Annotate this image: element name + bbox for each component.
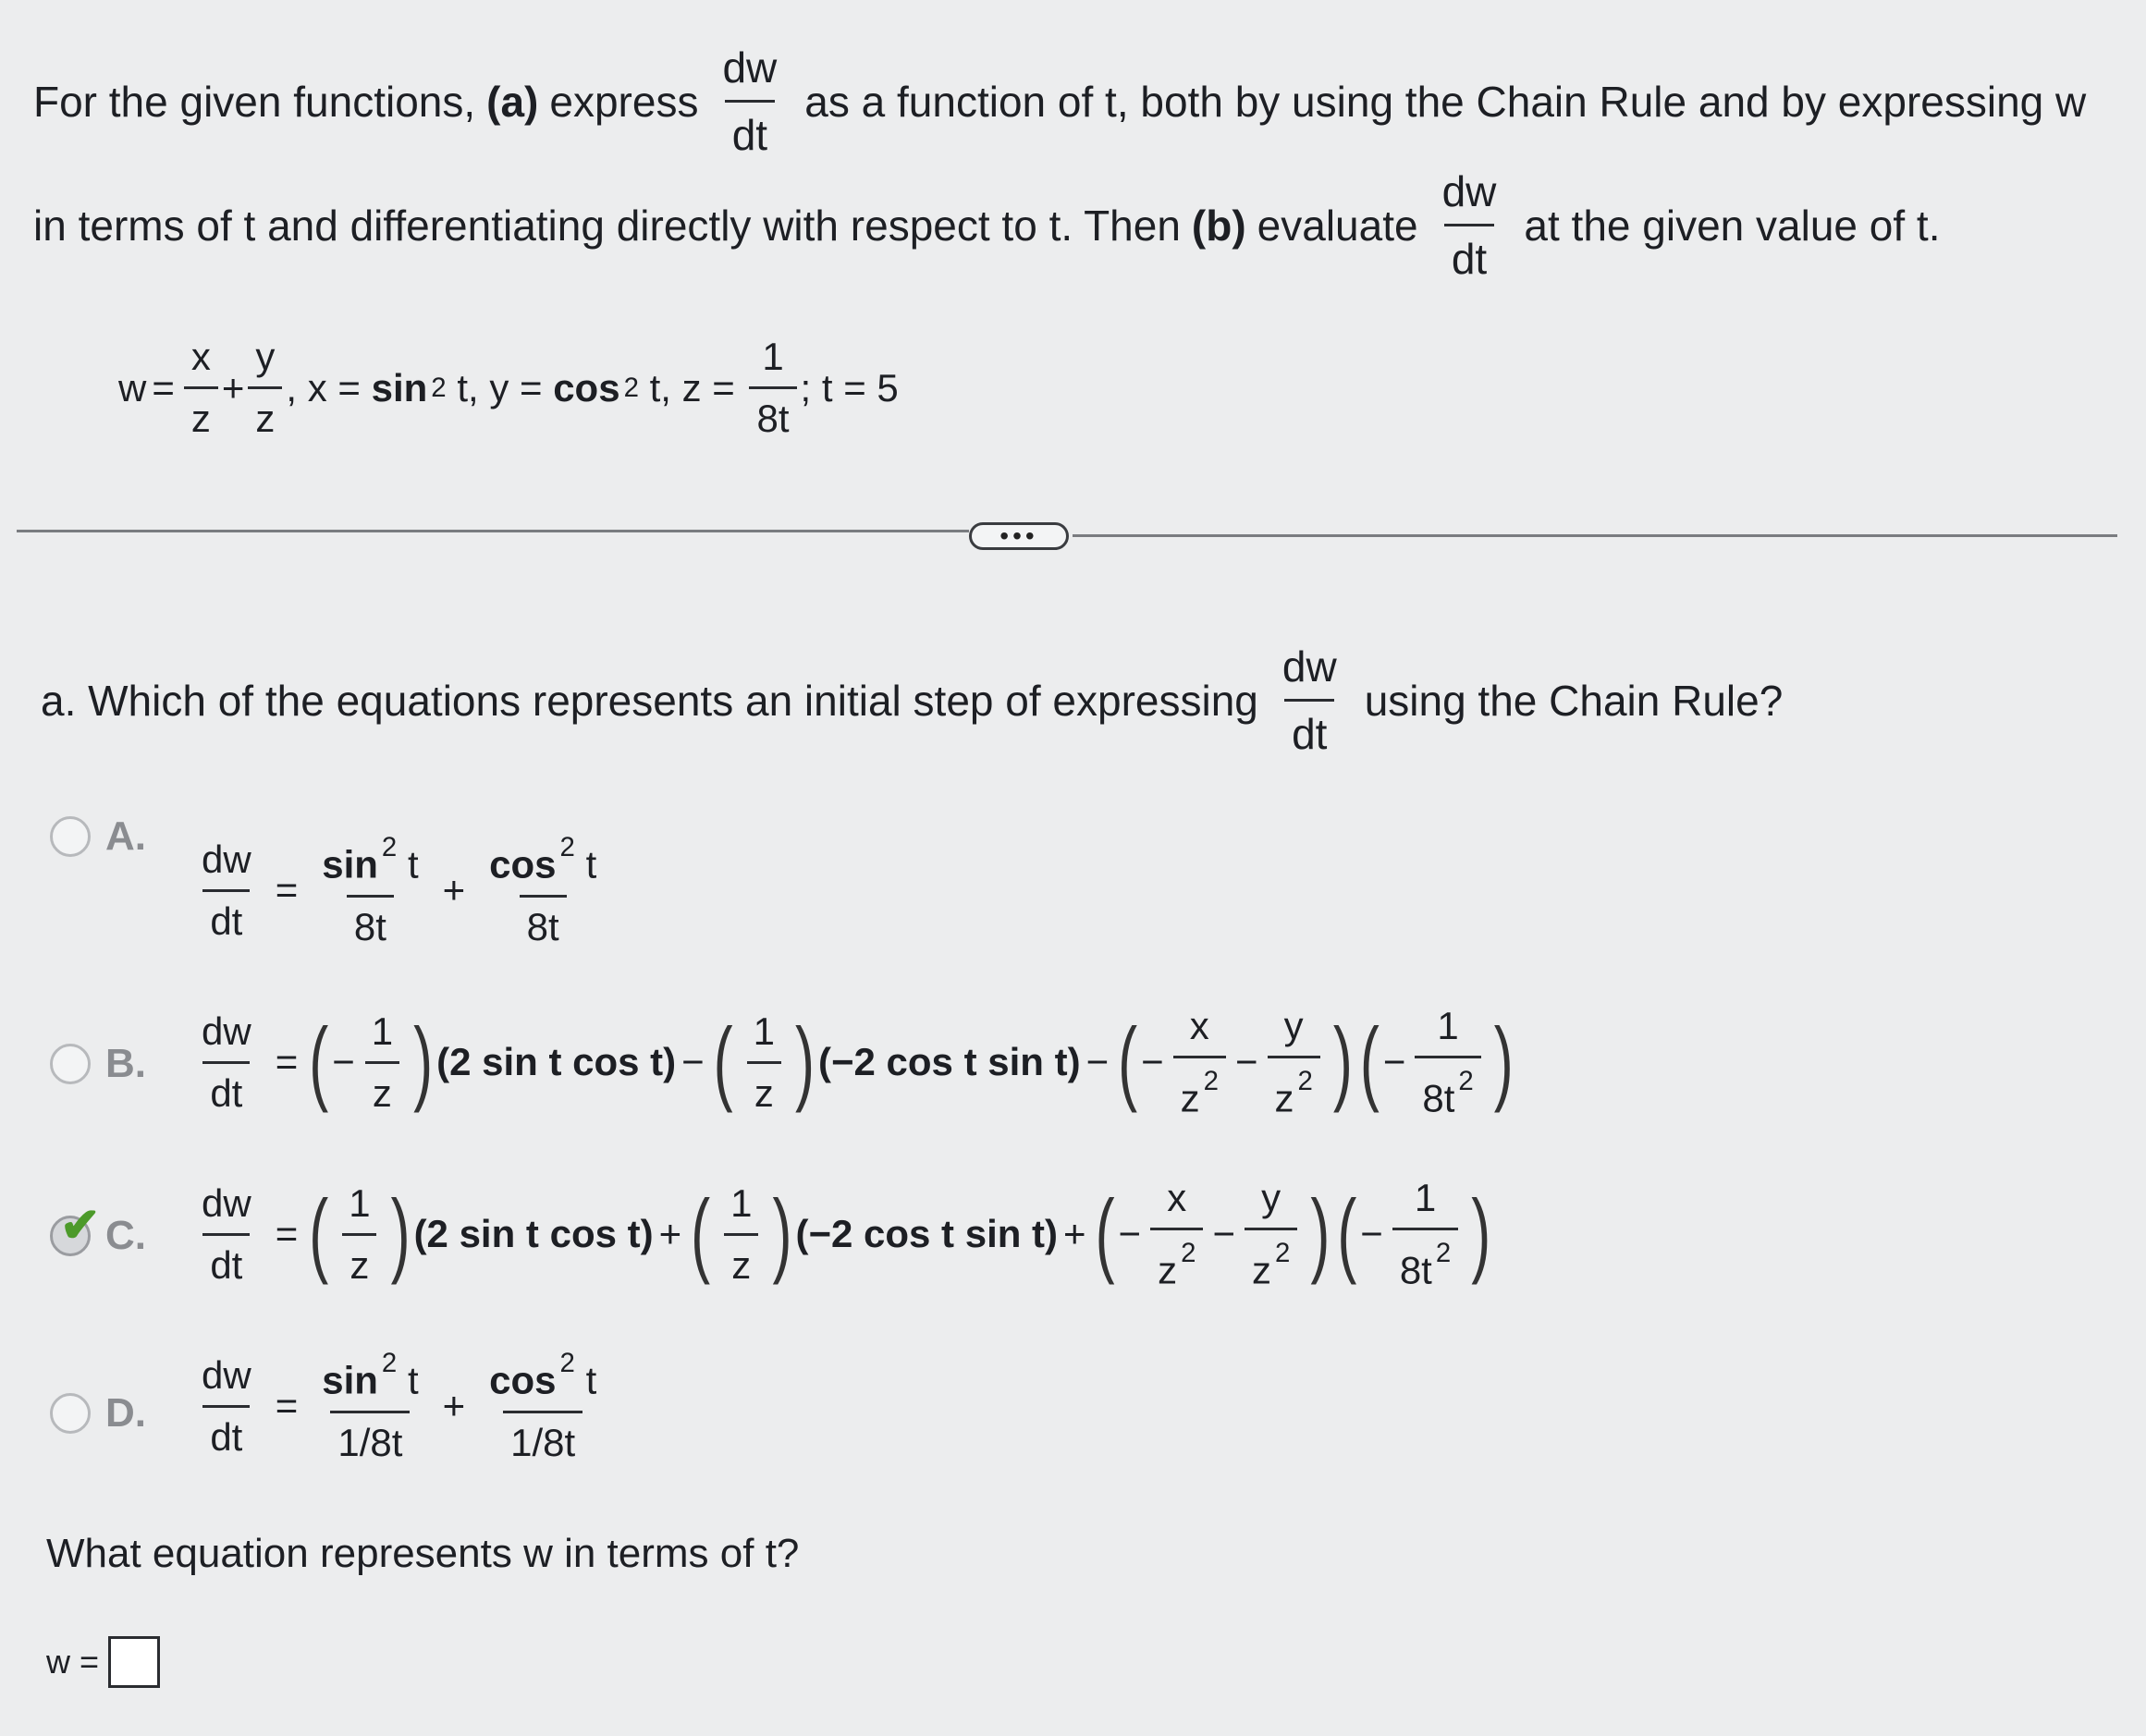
one-over-8t: $\frac{1}{8t}$ <box>749 335 796 441</box>
option-letter: D. <box>105 1390 146 1436</box>
z-def-prefix: t, z = <box>638 365 746 410</box>
given-functions: w = $\frac{x}{z}$ + $\frac{y}{z}$ , x = sin 2 t, y = cos 2 t, z = $\frac{1}{8t}$ ; t = 5 <box>118 335 899 440</box>
check-icon: ✔ <box>60 1199 101 1253</box>
option-letter: C. <box>105 1213 146 1258</box>
radio-b[interactable] <box>50 1044 91 1084</box>
problem-line-1 <box>33 43 2086 160</box>
option-a-equation: $\frac{dw}{dt}$ = $\frac{\sin ^2 t}{8t}$ + $\frac{\cos ^2 t}{8t}$ <box>202 832 597 948</box>
more-options-button[interactable] <box>969 522 1069 550</box>
section-divider-left <box>17 530 969 532</box>
y-over-z: $\frac{y}{z}$ <box>248 335 282 441</box>
w-answer-row <box>46 1636 160 1688</box>
section-divider-right <box>1073 534 2117 537</box>
option-c-equation: $\frac{dw}{dt}$ = ( $\frac{1}{z}$ ) (2 sin t cos t) + ( $\frac{1}{z}$ ) (−2 cos t sin t) + ( − $\frac{x}{z ^2}$ − $\frac{y}{z ^2}$ ) ( − $\frac{1}{8t ^2}$ ) <box>202 1176 1491 1292</box>
option-b[interactable] <box>50 1041 146 1087</box>
option-c[interactable] <box>50 1199 146 1259</box>
w-answer-input[interactable] <box>108 1636 160 1688</box>
w-label: w = <box>46 1643 100 1681</box>
dw-dt-fraction-2 <box>1435 166 1504 284</box>
fraction-denominator: dt <box>725 100 775 160</box>
cos-func: cos <box>553 365 620 410</box>
fraction-numerator: dw <box>1441 167 1497 215</box>
intro-text-3: as a function of t, both by using the Chain Rule and by expressing w <box>804 77 2087 126</box>
radio-d[interactable] <box>50 1393 91 1434</box>
problem-line-2 <box>33 166 1940 284</box>
sin-func: sin <box>371 365 428 410</box>
option-d[interactable] <box>50 1390 146 1436</box>
equals: = <box>152 365 175 410</box>
w-var: w <box>118 365 147 410</box>
question-a-text-1: a. Which of the equations represents an initial step of expressing <box>41 676 1258 725</box>
ellipsis-icon: ••• <box>999 521 1038 550</box>
option-a[interactable] <box>50 813 146 860</box>
fraction-denominator: dt <box>1444 224 1494 284</box>
option-b-equation: $\frac{dw}{dt}$ = ( − $\frac{1}{z}$ ) (2 sin t cos t) − ( $\frac{1}{z}$ ) (−2 cos t sin t) − ( − $\frac{x}{z ^2}$ − $\frac{y}{z ^2}$ ) ( − $\frac{1}{8t ^2}$ ) <box>202 1004 1514 1120</box>
question-a-text-2: using the Chain Rule? <box>1364 676 1784 725</box>
dw-dt-fraction <box>715 43 784 160</box>
fraction-numerator: dw <box>722 43 778 92</box>
option-letter: A. <box>105 813 146 859</box>
line2-text-1: in terms of t and differentiating directly with respect to t. Then <box>33 201 1181 250</box>
option-letter: B. <box>105 1041 146 1086</box>
x-over-z: $\frac{x}{z}$ <box>184 335 218 441</box>
option-d-equation: $\frac{dw}{dt}$ = $\frac{\sin ^2 t}{1/8t}$ + $\frac{\cos ^2 t}{1/8t}$ <box>202 1348 597 1464</box>
line2-text-2: evaluate <box>1257 201 1418 250</box>
dw-dt-fraction-3: $\frac{dw}{dt}$ <box>1281 642 1337 758</box>
line2-text-3: at the given value of t. <box>1524 201 1941 250</box>
question-w-text: What equation represents w in terms of t? <box>46 1531 800 1576</box>
radio-a[interactable] <box>50 816 91 857</box>
part-b-tag: (b) <box>1191 201 1246 250</box>
t-value: ; t = 5 <box>800 365 899 410</box>
plus: + <box>221 365 245 410</box>
question-a <box>41 642 1783 759</box>
intro-text-2: express <box>549 77 699 126</box>
question-w <box>46 1531 799 1577</box>
intro-text-1: For the given functions, <box>33 77 476 126</box>
y-def-prefix: t, y = <box>446 365 554 410</box>
radio-c[interactable] <box>50 1199 101 1256</box>
part-a-tag: (a) <box>486 77 539 126</box>
x-def-prefix: , x = <box>286 365 372 410</box>
